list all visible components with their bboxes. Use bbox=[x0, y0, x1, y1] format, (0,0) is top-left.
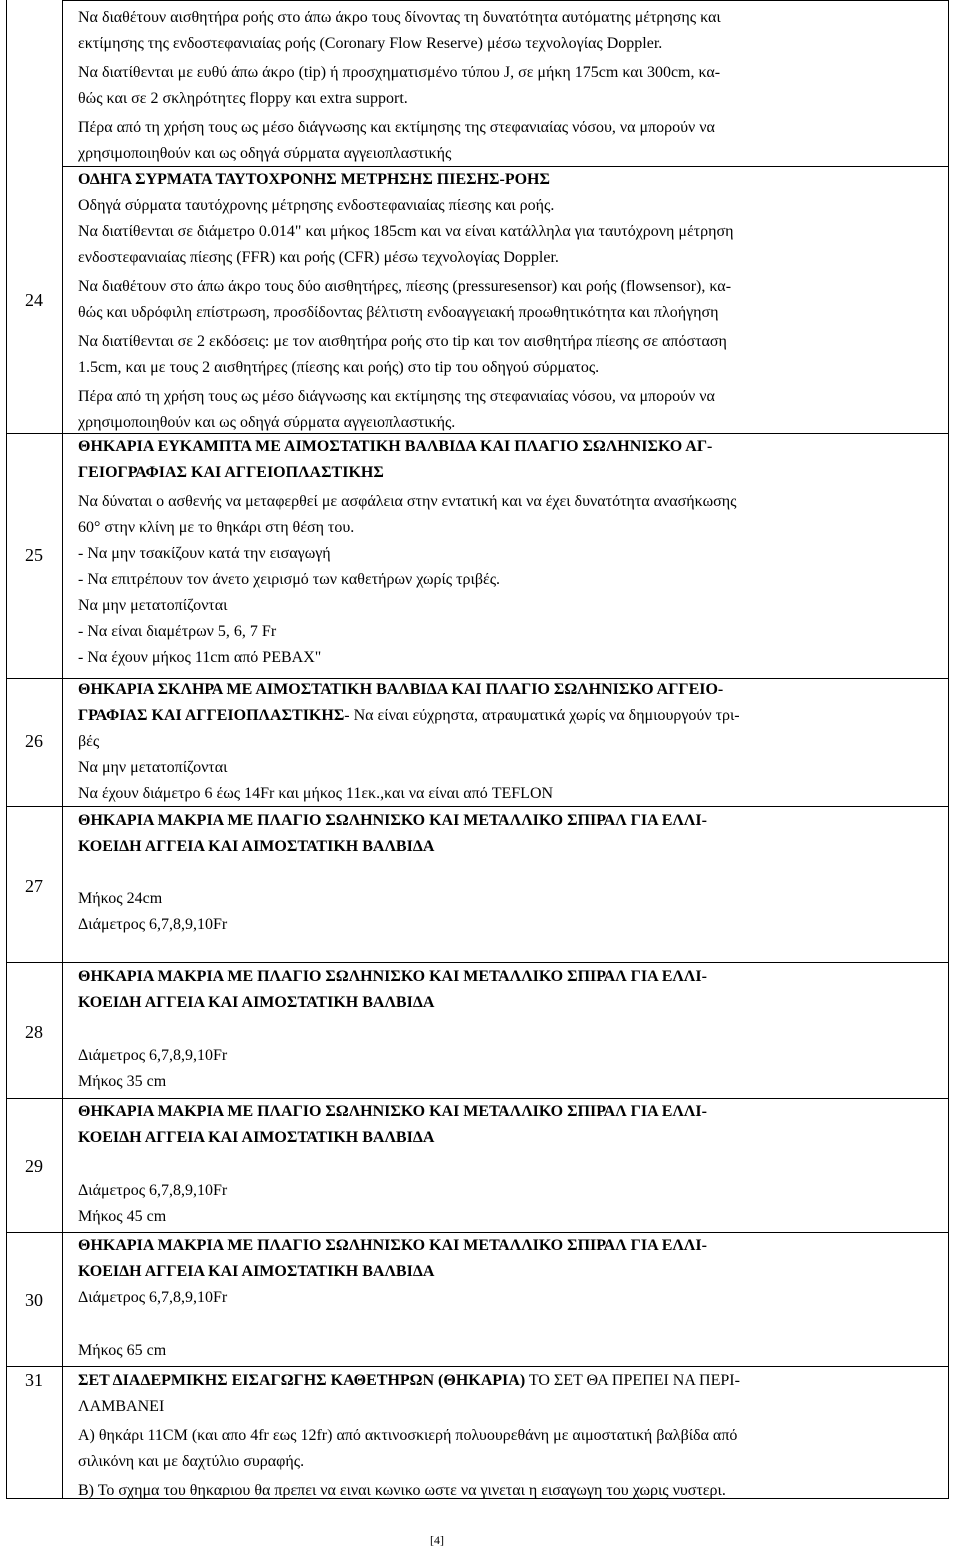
text-line: ΤΟ ΣΕΤ ΘΑ ΠΡΕΠΕΙ ΝΑ ΠΕΡΙ- bbox=[525, 1372, 740, 1389]
text-line: χρησιμοποιηθούν και ως οδηγά σύρματα αγγειοπλαστικής bbox=[78, 145, 452, 162]
row-24-combined-wires bbox=[78, 167, 940, 436]
row-divider bbox=[6, 1366, 949, 1367]
text-line: Να μην μετατοπίζονται bbox=[78, 759, 228, 776]
text-line: Να διατίθενται σε 2 εκδόσεις: με τον αισθητήρα ροής στο tip και τον αισθητήρα πίεσης σε απόσταση bbox=[78, 333, 727, 350]
section-heading: ΓΕΙΟΓΡΑΦΙΑΣ ΚΑΙ ΑΓΓΕΙΟΠΛΑΣΤΙΚΗΣ bbox=[78, 464, 384, 481]
section-heading: ΣΕΤ ΔΙΑΔΕΡΜΙΚΗΣ ΕΙΣΑΓΩΓΗΣ ΚΑΘΕΤΗΡΩΝ (ΘΗΚΑΡΙΑ) bbox=[78, 1372, 526, 1389]
text-line: Πέρα από τη χρήση τους ως μέσο διάγνωσης και εκτίμησης της στεφανιαίας νόσου, να μπορούν να bbox=[78, 119, 715, 136]
table-top-border bbox=[62, 0, 949, 1]
row-number: 31 bbox=[25, 1370, 43, 1390]
text-line: Διάμετρος 6,7,8,9,10Fr bbox=[78, 1182, 228, 1199]
row-number: 28 bbox=[25, 1022, 43, 1042]
section-heading: ΘΗΚΑΡΙΑ ΜΑΚΡΙΑ ΜΕ ΠΛΑΓΙΟ ΣΩΛΗΝΙΣΚΟ ΚΑΙ ΜΕΤΑΛΛΙΚΟ ΣΠΙΡΑΛ ΓΙΑ ΕΛΛΙ- bbox=[78, 1103, 707, 1120]
text-line: Να διατίθενται με ευθύ άπω άκρο (tip) ή προσχηματισμένο τύπου J, σε μήκη 175cm και 300cm, κα- bbox=[78, 64, 721, 81]
text-line: Να μην μετατοπίζονται bbox=[78, 597, 228, 614]
table-border-right bbox=[948, 0, 949, 1499]
column-divider bbox=[62, 0, 63, 1499]
text-line: ΛΑΜΒΑΝΕΙ bbox=[78, 1398, 165, 1415]
row-divider bbox=[6, 962, 949, 963]
row-27-description bbox=[78, 808, 940, 860]
row-number: 29 bbox=[25, 1156, 43, 1176]
section-heading: ΚΟΕΙΔΗ ΑΓΓΕΙΑ ΚΑΙ ΑΙΜΟΣΤΑΤΙΚΗ ΒΑΛΒΙΔΑ bbox=[78, 1129, 435, 1146]
text-line bbox=[78, 1368, 940, 1394]
row-30-specs bbox=[78, 1338, 940, 1364]
row-28-specs bbox=[78, 1043, 940, 1095]
row-31-description bbox=[78, 1368, 940, 1504]
row-number: 26 bbox=[25, 731, 43, 751]
section-heading: ΘΗΚΑΡΙΑ ΣΚΛΗΡΑ ΜΕ ΑΙΜΟΣΤΑΤΙΚΗ ΒΑΛΒΙΔΑ ΚΑΙ ΠΛΑΓΙΟ ΣΩΛΗΝΙΣΚΟ ΑΓΓΕΙΟ- bbox=[78, 681, 724, 698]
text-line: Οδηγά σύρματα ταυτόχρονης μέτρησης ενδοστεφανιαίας πίεσης και ροής. bbox=[78, 197, 555, 214]
text-line: θώς και υδρόφιλη επίστρωση, προσδίδοντας βέλτιστη ενδοαγγειακή προωθητικότητα και πλοήγηση bbox=[78, 304, 719, 321]
text-line: θώς και σε 2 σκληρότητες floppy και extra support. bbox=[78, 90, 408, 107]
row-29-specs bbox=[78, 1178, 940, 1230]
text-line: Διάμετρος 6,7,8,9,10Fr bbox=[78, 1047, 228, 1064]
row-29-description bbox=[78, 1099, 940, 1151]
text-line: Διάμετρος 6,7,8,9,10Fr bbox=[78, 1289, 228, 1306]
text-line: Διάμετρος 6,7,8,9,10Fr bbox=[78, 916, 228, 933]
text-line: Β) Το σχημα του θηκαριου θα πρεπει να ειναι κωνικο ωστε να γινεται η εισαγωγη του χωρις νυστερι. bbox=[78, 1482, 726, 1499]
section-heading: ΘΗΚΑΡΙΑ ΜΑΚΡΙΑ ΜΕ ΠΛΑΓΙΟ ΣΩΛΗΝΙΣΚΟ ΚΑΙ ΜΕΤΑΛΛΙΚΟ ΣΠΙΡΑΛ ΓΙΑ ΕΛΛΙ- bbox=[78, 1237, 707, 1254]
text-line: σιλικόνη και με δαχτύλιο συραφής. bbox=[78, 1453, 305, 1470]
text-line: - Να επιτρέπουν τον άνετο χειρισμό των καθετήρων χωρίς τριβές. bbox=[78, 571, 501, 588]
text-line: βές bbox=[78, 733, 100, 750]
row-number: 30 bbox=[25, 1290, 43, 1310]
row-27-specs bbox=[78, 886, 940, 938]
text-line: εκτίμησης της ενδοστεφανιαίας ροής (Coronary Flow Reserve) μέσω τεχνολογίας Doppler. bbox=[78, 35, 663, 52]
row-28-description bbox=[78, 964, 940, 1016]
text-line: 60° στην κλίνη με το θηκάρι στη θέση του. bbox=[78, 519, 355, 536]
text-line: Να διαθέτουν αισθητήρα ροής στο άπω άκρο τους δίνοντας τη δυνατότητα αυτόματης μέτρησης και bbox=[78, 9, 721, 26]
text-line bbox=[78, 703, 940, 729]
text-line: Να έχουν διάμετρο 6 έως 14Fr και μήκος 11εκ.,και να είναι από TEFLON bbox=[78, 785, 554, 802]
section-heading: ΚΟΕΙΔΗ ΑΓΓΕΙΑ ΚΑΙ ΑΙΜΟΣΤΑΤΙΚΗ ΒΑΛΒΙΔΑ bbox=[78, 838, 435, 855]
section-heading: ΚΟΕΙΔΗ ΑΓΓΕΙΑ ΚΑΙ ΑΙΜΟΣΤΑΤΙΚΗ ΒΑΛΒΙΔΑ bbox=[78, 994, 435, 1011]
section-heading: ΘΗΚΑΡΙΑ ΜΑΚΡΙΑ ΜΕ ΠΛΑΓΙΟ ΣΩΛΗΝΙΣΚΟ ΚΑΙ ΜΕΤΑΛΛΙΚΟ ΣΠΙΡΑΛ ΓΙΑ ΕΛΛΙ- bbox=[78, 968, 707, 985]
section-heading: ΘΗΚΑΡΙΑ ΜΑΚΡΙΑ ΜΕ ΠΛΑΓΙΟ ΣΩΛΗΝΙΣΚΟ ΚΑΙ ΜΕΤΑΛΛΙΚΟ ΣΠΙΡΑΛ ΓΙΑ ΕΛΛΙ- bbox=[78, 812, 707, 829]
row-26-description bbox=[78, 677, 940, 807]
page-number: [4] bbox=[430, 1533, 444, 1547]
section-heading: ΚΟΕΙΔΗ ΑΓΓΕΙΑ ΚΑΙ ΑΙΜΟΣΤΑΤΙΚΗ ΒΑΛΒΙΔΑ bbox=[78, 1263, 435, 1280]
text-line: - Να έχουν μήκος 11cm από PEBAX" bbox=[78, 649, 322, 666]
row-number: 27 bbox=[25, 876, 43, 896]
text-line: ενδοστεφανιαίας πίεσης (FFR) και ροής (CFR) μέσω τεχνολογίας Doppler. bbox=[78, 249, 559, 266]
text-line: Μήκος 45 cm bbox=[78, 1208, 167, 1225]
section-heading: ΟΔΗΓΑ ΣΥΡΜΑΤΑ ΤΑΥΤΟΧΡΟΝΗΣ ΜΕΤΡΗΣΗΣ ΠΙΕΣΗΣ-ΡΟΗΣ bbox=[78, 171, 550, 188]
row-number: 24 bbox=[25, 290, 43, 310]
text-line: Μήκος 35 cm bbox=[78, 1073, 167, 1090]
text-line: Να διατίθενται σε διάμετρο 0.014" και μήκος 185cm και να είναι κατάλληλα για ταυτόχρονη μέτρηση bbox=[78, 223, 734, 240]
text-line: - Να είναι διαμέτρων 5, 6, 7 Fr bbox=[78, 623, 277, 640]
text-line: - Να είναι εύχρηστα, ατραυματικά χωρίς να δημιουργούν τρι- bbox=[344, 707, 740, 724]
section-heading: ΘΗΚΑΡΙΑ ΕΥΚΑΜΠΤΑ ΜΕ ΑΙΜΟΣΤΑΤΙΚΗ ΒΑΛΒΙΔΑ ΚΑΙ ΠΛΑΓΙΟ ΣΩΛΗΝΙΣΚΟ ΑΓ- bbox=[78, 438, 713, 455]
text-line: - Να μην τσακίζουν κατά την εισαγωγή bbox=[78, 545, 331, 562]
text-line: 1.5cm, και με τους 2 αισθητήρες (πίεσης και ροής) στο tip του οδηγού σύρματος. bbox=[78, 359, 600, 376]
row-30-description bbox=[78, 1233, 940, 1311]
text-line: Να διαθέτουν στο άπω άκρο τους δύο αισθητήρες, πίεσης (pressuresensor) και ροής (flowsensor), κα- bbox=[78, 278, 732, 295]
text-line: Να δύναται ο ασθενής να μεταφερθεί με ασφάλεια στην εντατική και να έχει δυνατότητα ανασήκωσης bbox=[78, 493, 737, 510]
row-number: 25 bbox=[25, 545, 43, 565]
text-line: Α) θηκάρι 11CM (και απο 4fr εως 12fr) από ακτινοσκιερή πολυουρεθάνη με αιμοστατική βαλβίδα από bbox=[78, 1427, 738, 1444]
text-line: Πέρα από τη χρήση τους ως μέσο διάγνωσης και εκτίμησης της στεφανιαίας νόσου, να μπορούν να bbox=[78, 388, 715, 405]
text-line: Μήκος 24cm bbox=[78, 890, 163, 907]
row-24-description bbox=[78, 5, 940, 167]
text-line: χρησιμοποιηθούν και ως οδηγά σύρματα αγγειοπλαστικής. bbox=[78, 414, 456, 431]
row-25-description bbox=[78, 434, 940, 671]
section-heading: ΓΡΑΦΙΑΣ ΚΑΙ ΑΓΓΕΙΟΠΛΑΣΤΙΚΗΣ bbox=[78, 707, 345, 724]
text-line: Μήκος 65 cm bbox=[78, 1342, 167, 1359]
